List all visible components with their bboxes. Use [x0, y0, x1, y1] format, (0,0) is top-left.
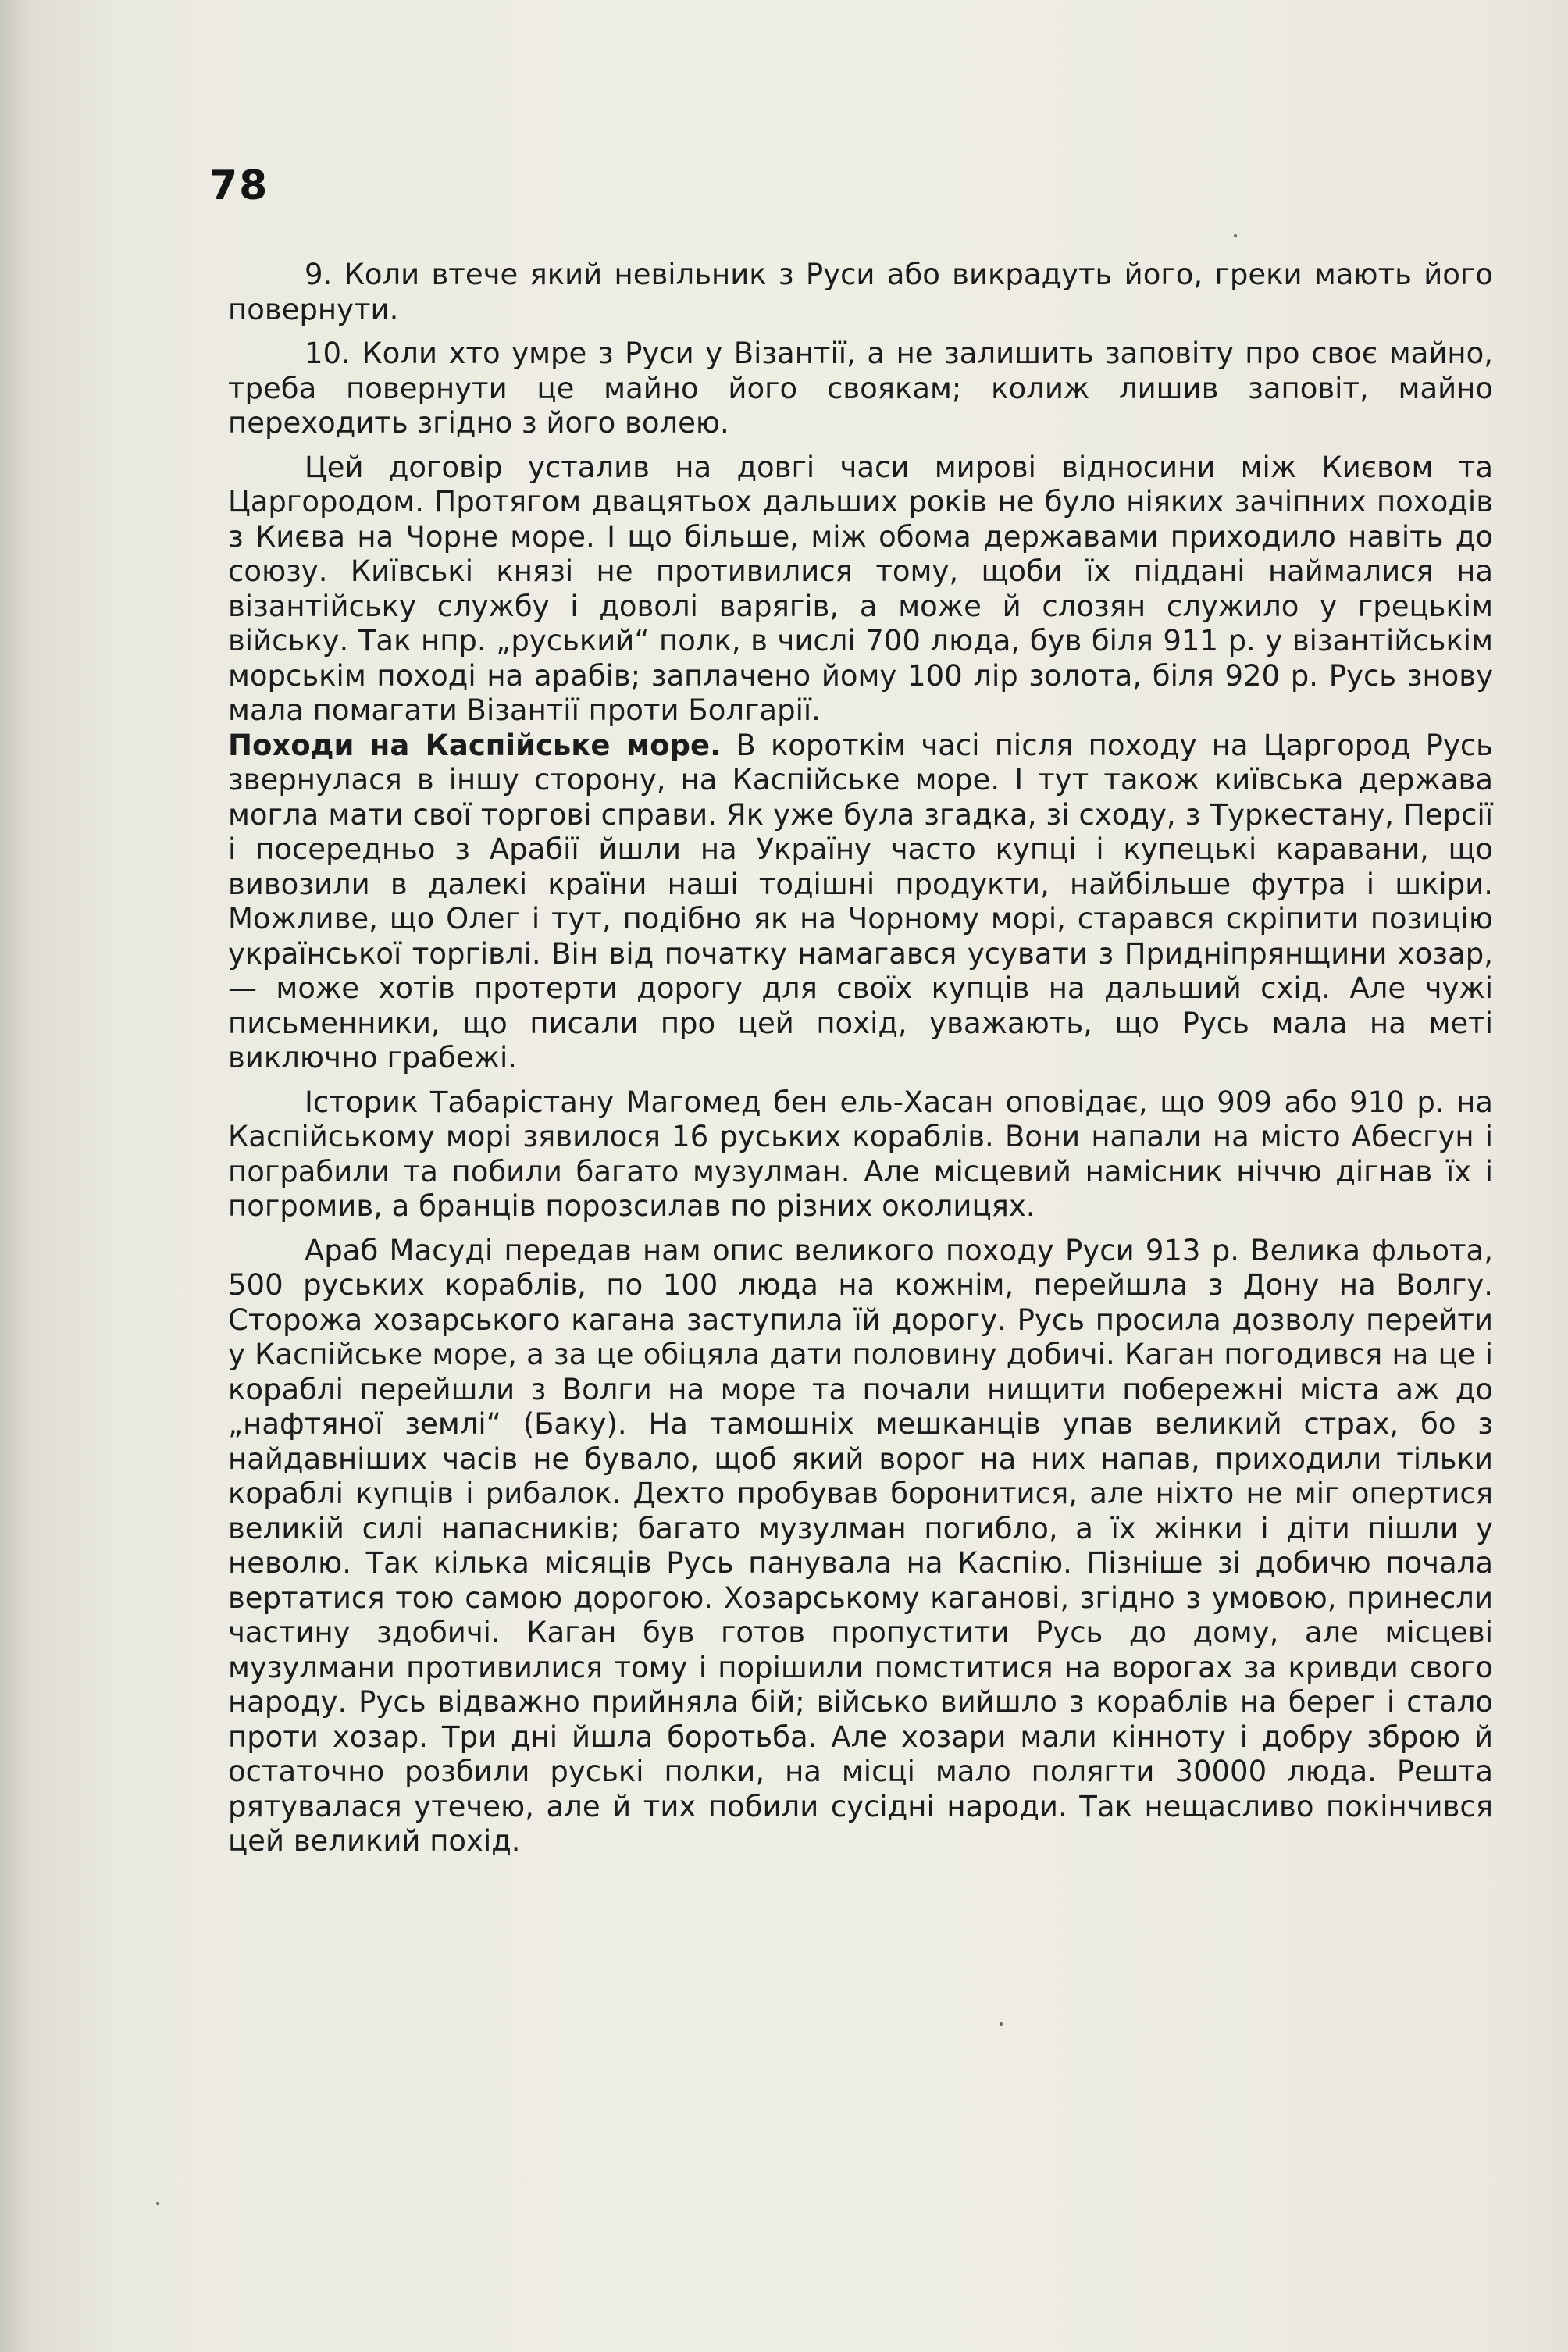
- paper-speck: [156, 2202, 159, 2205]
- paragraph-treaty-summary: Цей договір усталив на довгі часи мирові відносини між Києвом та Царгородом. Протягом двацятьох дальших років не було ніяких зачіпних походів з Києва на Чорне море. І що більше, між обома державами приходило навіть до союзу. Київські князі не противилися тому, щоби їх піддані наймалися на візантійську службу і доволі варягів, а може й слозян служило у грецькім війську. Так нпр. „руський“ полк, в числі 700 люда, був біля 911 р. у візантійськім морськім поході на арабів; заплачено йому 100 лір золота, біля 920 р. Русь знову мала помагати Візантії проти Болгарії.: [228, 450, 1493, 727]
- paragraph-masudi: Араб Масуді передав нам опис великого походу Руси 913 р. Велика фльота, 500 руських кораблів, по 100 люда на кожнім, перейшла з Дону на Волгу. Сторожа хозарського кагана заступила їй дорогу. Русь просила дозволу перейти у Каспійське море, а за це обіцяла дати половину добичі. Каган погодився на це і кораблі перейшли з Волги на море та почали нищити побережні міста аж до „нафтяної землі“ (Баку). На тамошніх мешканців упав великий страх, бо з найдавніших часів не бувало, щоб який ворог на них напав, приходили тільки кораблі купців і рибалок. Дехто пробував боронитися, але ніхто не міг опертися великій силі напасників; багато музулман погибло, а їх жінки і діти пішли у неволю. Так кілька місяців Русь панувала на Каспію. Пізніше зі добичю почала вертатися тою самою дорогою. Хозарському каганові, згідно з умовою, принесли частину здобичі. Каган був готов пропустити Русь до дому, але місцеві музулмани противилися тому і порішили помститися на ворогах за кривди свого народу. Русь відважно прийняла бій; військо вийшло з кораблів на берег і стало проти хозар. Три дні йшла боротьба. Але хозари мали кінноту і добру зброю й остаточно розбили руські полки, на місці мало полягти 30000 люда. Решта рятувалася утечею, але й тих побили сусідні народи. Так нещасливо покінчився цей великий похід.: [228, 1233, 1493, 1858]
- section-heading: Походи на Каспійське море.: [228, 728, 722, 762]
- section-caspian: [228, 729, 1493, 1076]
- paragraph-tabaristan: Історик Табарістану Магомед бен ель-Хасан оповідає, що 909 або 910 р. на Каспійському морі зявилося 16 руських кораблів. Вони напали на місто Абесгун і пограбили та побили багато музулман. Але місцевий намісник ніччю дігнав їх і погромив, а бранців порозсилав по різних околицях.: [228, 1085, 1493, 1223]
- paper-speck: [1000, 2022, 1003, 2026]
- paper-speck: [1234, 234, 1237, 237]
- body-text: [228, 258, 1493, 1859]
- page-number: 78: [209, 162, 269, 209]
- paragraph-treaty-point-9: 9. Коли втече який невільник з Руси або викрадуть його, греки мають його повернути.: [228, 258, 1493, 326]
- paragraph-treaty-point-10: 10. Коли хто умре з Руси у Візантії, а не залишить заповіту про своє майно, треба повернути це майно його своякам; колиж лишив заповіт, майно переходить згідно з його волею.: [228, 337, 1493, 440]
- section-first-paragraph: В короткім часі після походу на Царгород Русь звернулася в іншу сторону, на Каспійське море. І тут також київська держава могла мати свої торгові справи. Як уже була згадка, зі сходу, з Туркестану, Персії і посередньо з Арабії йшли на Україну часто купці і купецькі каравани, що вивозили в далекі країни наші тодішні продукти, найбільше футра і шкіри. Можливе, що Олег і тут, подібно як на Чорному морі, старався скріпити позицію української торгівлі. Він від початку намагався усувати з Придніпрянщини хозар, — може хотів протерти дорогу для своїх купців на дальший схід. Але чужі письменники, що писали про цей похід, уважають, що Русь мала на меті виключно грабежі.: [228, 728, 1493, 1074]
